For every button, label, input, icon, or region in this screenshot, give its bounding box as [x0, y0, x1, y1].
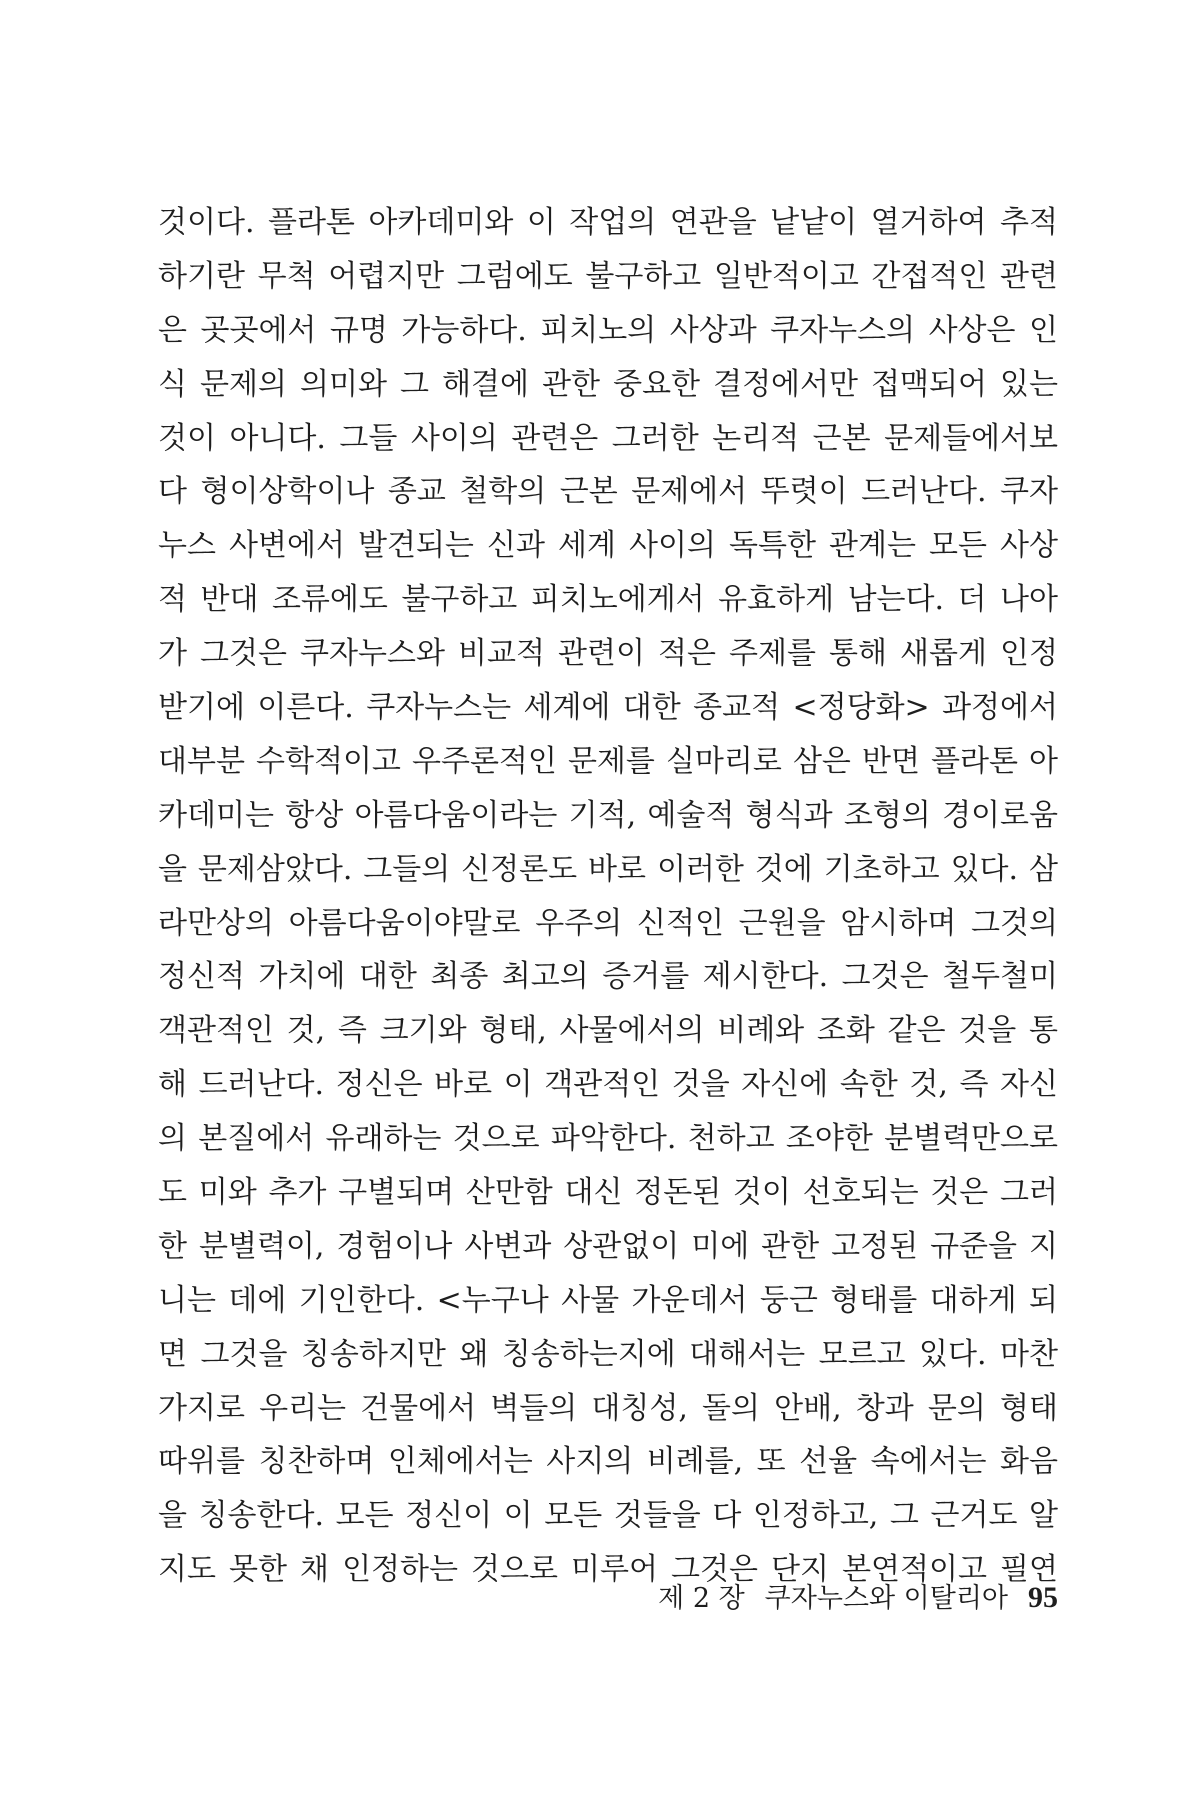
body-text [158, 196, 1058, 1597]
body-line: 식 문제의 의미와 그 해결에 관한 중요한 결정에서만 접맥되어 있는 [158, 366, 1058, 402]
page-number: 95 [1028, 1581, 1058, 1614]
body-line: 가지로 우리는 건물에서 벽들의 대칭성, 돌의 안배, 창과 문의 형태 [158, 1390, 1058, 1426]
chapter-label: 제 2 장 [658, 1583, 745, 1614]
body-line: 의 본질에서 유래하는 것으로 파악한다. 천하고 조야한 분별력만으로 [158, 1121, 1058, 1157]
body-line: 을 문제삼았다. 그들의 신정론도 바로 이러한 것에 기초하고 있다. 삼 [158, 851, 1058, 887]
body-line: 해 드러난다. 정신은 바로 이 객관적인 것을 자신에 속한 것, 즉 자신 [158, 1067, 1058, 1103]
body-line: 도 미와 추가 구별되며 산만함 대신 정돈된 것이 선호되는 것은 그러 [158, 1175, 1058, 1211]
body-line: 하기란 무척 어렵지만 그럼에도 불구하고 일반적이고 간접적인 관련 [158, 258, 1058, 294]
body-line: 니는 데에 기인한다. <누구나 사물 가운데서 둥근 형태를 대하게 되 [158, 1282, 1058, 1318]
body-line: 은 곳곳에서 규명 가능하다. 피치노의 사상과 쿠자누스의 사상은 인 [158, 312, 1058, 348]
chapter-title: 쿠자누스와 이탈리아 [764, 1583, 1008, 1614]
body-line: 라만상의 아름다움이야말로 우주의 신적인 근원을 암시하며 그것의 [158, 905, 1058, 941]
body-line: 정신적 가치에 대한 최종 최고의 증거를 제시한다. 그것은 철두철미 [158, 959, 1058, 995]
body-line: 누스 사변에서 발견되는 신과 세계 사이의 독특한 관계는 모든 사상 [158, 528, 1058, 564]
body-line: 카데미는 항상 아름다움이라는 기적, 예술적 형식과 조형의 경이로움 [158, 797, 1058, 833]
body-line: 것이 아니다. 그들 사이의 관련은 그러한 논리적 근본 문제들에서보 [158, 420, 1058, 456]
body-line: 적 반대 조류에도 불구하고 피치노에게서 유효하게 남는다. 더 나아 [158, 582, 1058, 618]
running-footer [658, 1576, 1058, 1620]
body-line: 한 분별력이, 경험이나 사변과 상관없이 미에 관한 고정된 규준을 지 [158, 1228, 1058, 1264]
body-line: 면 그것을 칭송하지만 왜 칭송하는지에 대해서는 모르고 있다. 마찬 [158, 1336, 1058, 1372]
body-line: 따위를 칭찬하며 인체에서는 사지의 비례를, 또 선율 속에서는 화음 [158, 1444, 1058, 1480]
body-line: 가 그것은 쿠자누스와 비교적 관련이 적은 주제를 통해 새롭게 인정 [158, 636, 1058, 672]
body-line: 을 칭송한다. 모든 정신이 이 모든 것들을 다 인정하고, 그 근거도 알 [158, 1498, 1058, 1534]
body-line: 대부분 수학적이고 우주론적인 문제를 실마리로 삼은 반면 플라톤 아 [158, 743, 1058, 779]
body-line: 것이다. 플라톤 아카데미와 이 작업의 연관을 낱낱이 열거하여 추적 [158, 205, 1058, 240]
body-line: 지도 못한 채 인정하는 것으로 미루어 그것은 단지 본연적이고 필연 [158, 1552, 1058, 1588]
body-line: 객관적인 것, 즉 크기와 형태, 사물에서의 비례와 조화 같은 것을 통 [158, 1013, 1058, 1049]
body-line: 다 형이상학이나 종교 철학의 근본 문제에서 뚜렷이 드러난다. 쿠자 [158, 474, 1058, 510]
body-line: 받기에 이른다. 쿠자누스는 세계에 대한 종교적 <정당화> 과정에서 [158, 690, 1058, 726]
